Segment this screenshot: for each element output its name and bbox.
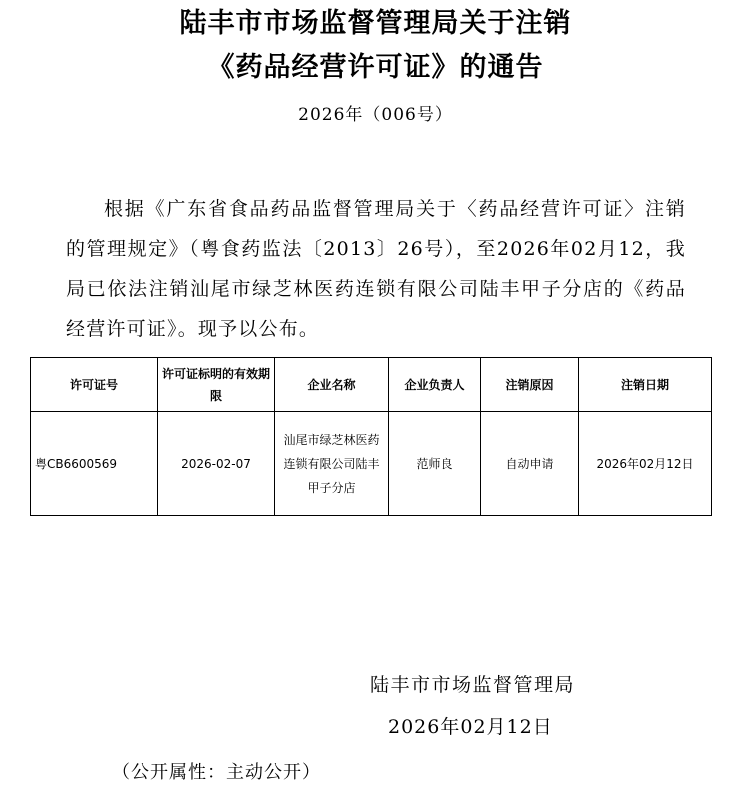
header-cancel-date: 注销日期 [579,358,712,412]
document-number: 2026年（006号） [298,105,453,125]
cell-company: 汕尾市绿芝林医药连锁有限公司陆丰甲子分店 [275,412,389,516]
header-reason: 注销原因 [481,358,579,412]
cell-valid-until: 2026-02-07 [158,412,275,516]
cell-person: 范师良 [389,412,481,516]
cancellation-table [30,357,712,516]
body-paragraph: 根据《广东省食品药品监督管理局关于〈药品经营许可证〉注销的管理规定》（粤食药监法〔2013〕26号），至2026年02月12，我局已依法注销汕尾市绿芝林医药连锁有限公司陆丰甲子分店的《药品经营许可证》。现予以公布。 [66,198,686,340]
cell-license-no: 粤CB6600569 [31,412,158,516]
header-valid-until: 许可证标明的有效期限 [158,358,275,412]
header-company: 企业名称 [275,358,389,412]
notice-body [66,189,686,349]
header-person: 企业负责人 [389,358,481,412]
disclosure-attribute: （公开属性：主动公开） [112,762,321,783]
cell-reason: 自动申请 [481,412,579,516]
notice-title-line-2: 《药品经营许可证》的通告 [207,52,544,83]
header-license-no: 许可证号 [31,358,158,412]
signature-date: 2026年02月12日 [388,716,553,738]
table-header-row [31,358,712,412]
table-row [31,412,712,516]
signature-org: 陆丰市市场监督管理局 [370,674,576,696]
cell-cancel-date: 2026年02月12日 [579,412,712,516]
notice-title-line-1: 陆丰市市场监督管理局关于注销 [179,8,572,39]
